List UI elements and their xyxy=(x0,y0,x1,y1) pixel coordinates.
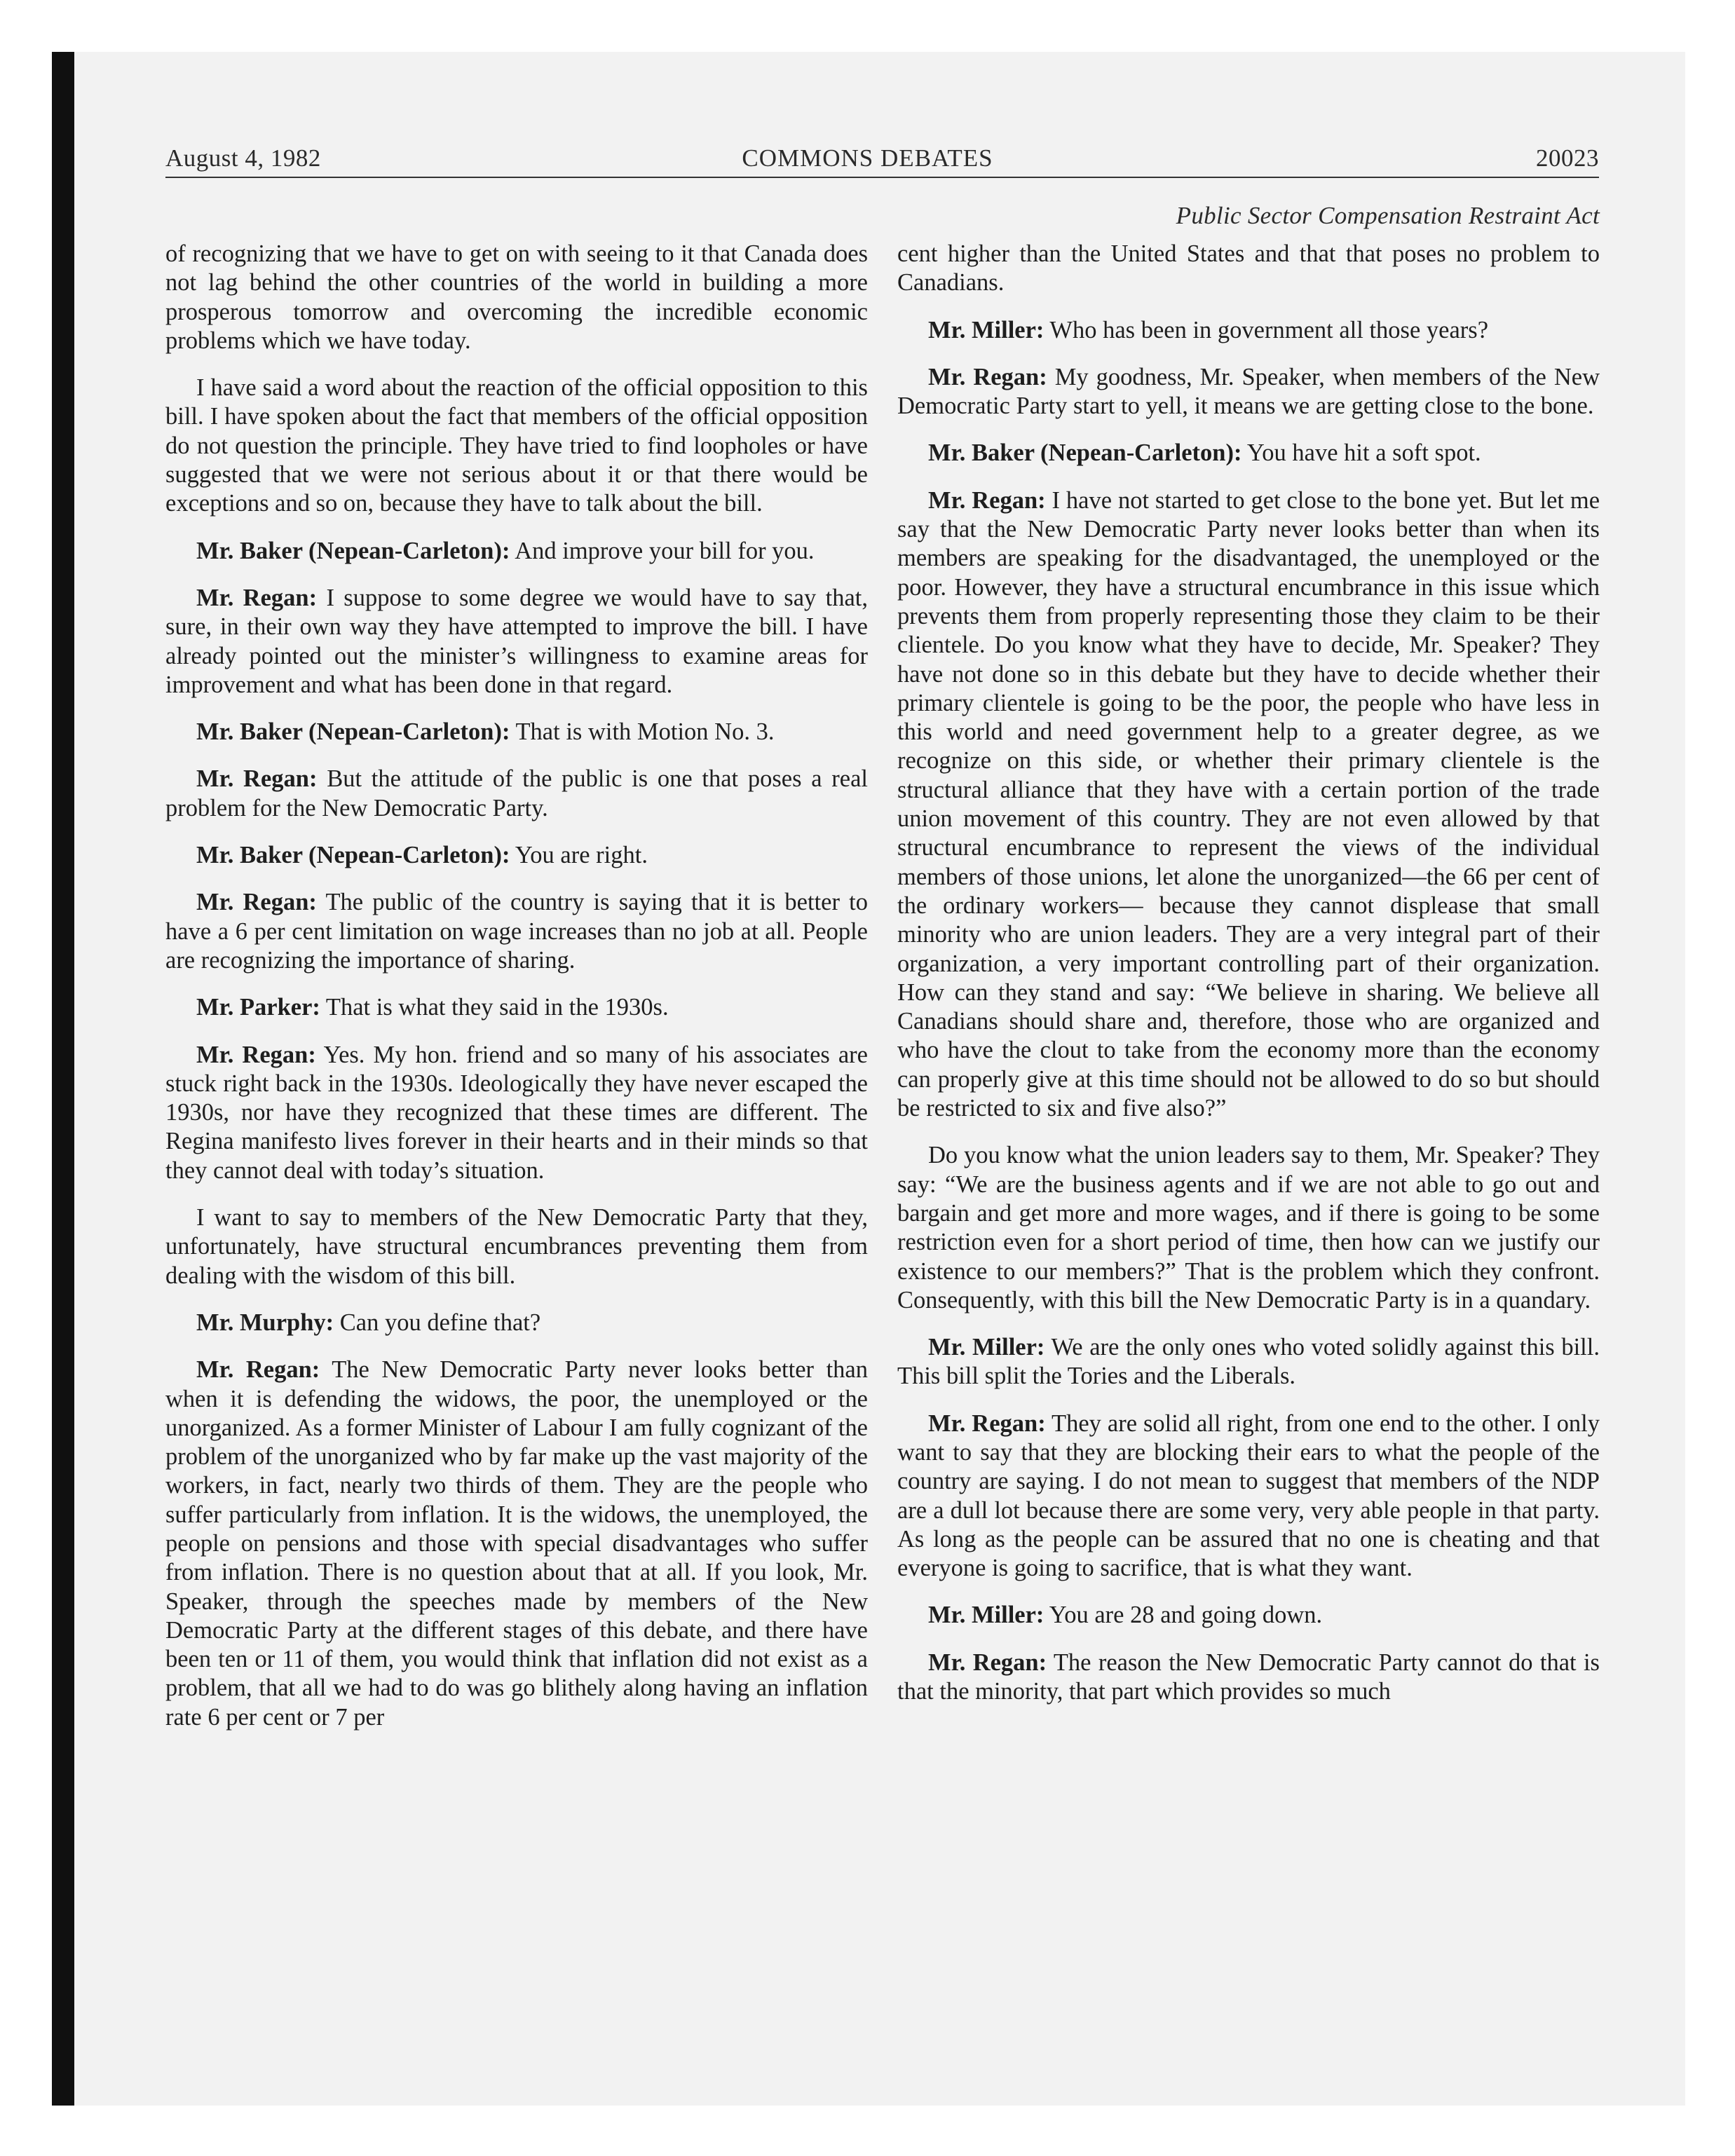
speech-paragraph xyxy=(165,1356,868,1732)
speech-paragraph xyxy=(897,363,1600,421)
speaker-name: Mr. Parker: xyxy=(196,994,320,1021)
speaker-name: Mr. Regan: xyxy=(928,363,1047,390)
speaker-name: Mr. Regan: xyxy=(928,486,1046,514)
speaker-name: Mr. Baker (Nepean-Carleton): xyxy=(196,718,510,746)
speech-paragraph xyxy=(897,1333,1600,1391)
speaker-name: Mr. Regan: xyxy=(196,1356,320,1384)
paragraph-text: Yes. My hon. friend and so many of his associates are stuck right back in the 1930s. Ideologically they have never escaped the 1930s, nor have they recognized that these times are different. The Regina manifesto lives forever in their hearts and in their minds so that they cannot deal with today’s situation. xyxy=(165,1041,868,1184)
paragraph-text: My goodness, Mr. Speaker, when members of the New Democratic Party start to yell, it means we are getting close to the bone. xyxy=(897,363,1600,420)
speaker-name: Mr. Regan: xyxy=(196,889,317,916)
paragraph-text: I want to say to members of the New Democratic Party that they, unfortunately, have structural encumbrances preventing them from dealing with the wisdom of this bill. xyxy=(165,1204,868,1289)
speaker-name: Mr. Baker (Nepean-Carleton): xyxy=(196,842,510,869)
paragraph-text: I suppose to some degree we would have to say that, sure, in their own way they have attempted to improve the bill. I have already pointed out the minister’s willingness to examine areas for improvement and what has been done in that regard. xyxy=(165,584,868,698)
paragraph-text: That is what they said in the 1930s. xyxy=(325,994,669,1021)
paragraph-text: And improve your bill for you. xyxy=(515,537,815,564)
paragraph-text: I have said a word about the reaction of the official opposition to this bill. I have spoken about the fact that members of the official opposition do not question the principle. They have tried to find loopholes or have suggested that we were not serious about it or that there would be exceptions and so on, because they have to talk about the bill. xyxy=(165,374,868,517)
body-paragraph xyxy=(897,240,1600,298)
paragraph-text: Who has been in government all those years? xyxy=(1049,316,1489,343)
speaker-name: Mr. Miller: xyxy=(928,316,1045,343)
speech-paragraph xyxy=(165,765,868,823)
speech-paragraph xyxy=(897,316,1600,345)
body-paragraph xyxy=(165,374,868,518)
body-paragraph xyxy=(165,1203,868,1290)
speech-paragraph xyxy=(165,841,868,870)
paragraph-text: They are solid all right, from one end to the other. I only want to say that they are blocking their ears to what the people of the country are saying. I do not mean to suggest that members of the NDP are a dull lot because there are some very, very able people in that party. As long as the people can be assured that no one is cheating and that everyone is going to sacrifice, that is what they want. xyxy=(897,1410,1600,1582)
header-title: COMMONS DEBATES xyxy=(742,144,993,172)
paragraph-text: You are right. xyxy=(515,842,648,869)
speech-paragraph xyxy=(165,718,868,746)
speaker-name: Mr. Miller: xyxy=(928,1334,1045,1361)
speech-paragraph xyxy=(897,1649,1600,1707)
speaker-name: Mr. Regan: xyxy=(196,765,318,793)
speaker-name: Mr. Baker (Nepean-Carleton): xyxy=(928,439,1242,467)
speech-paragraph xyxy=(897,1601,1600,1630)
speech-paragraph xyxy=(165,1309,868,1337)
header-date: August 4, 1982 xyxy=(165,144,321,172)
speaker-name: Mr. Regan: xyxy=(928,1649,1047,1676)
paragraph-text: I have not started to get close to the bone yet. But let me say that the New Democratic Party never looks better than when its members are speaking for the disadvantaged, the unemployed or the poor. However, they have a structural encumbrance in this issue which prevents them from properly representing those they claim to be their clientele. Do you know what they have to decide, Mr. Speaker? They have not done so in this debate but they have to decide whether their primary clientele is going to be the poor, the people who have less in this world and need government help to a greater degree, as we recognize on this side, or whether their primary clientele is the structural alliance that they have with a certain portion of the trade union movement of this country. They are not even allowed by that structural encumbrance to represent the views of the individual members of those unions, let alone the unorganized—the 66 per cent of the ordinary workers— because they cannot displease that small minority who are union leaders. They are a very integral part of their organization, a very important controlling part of their organization. How can they stand and say: “We believe in sharing. We believe all Canadians should share and, therefore, those who are organized and who have the clout to take from the economy more than the economy can properly give at this time should not be allowed to do so but should be restricted to six and five also?” xyxy=(897,486,1600,1122)
left-column xyxy=(165,240,868,1750)
paragraph-text: of recognizing that we have to get on with seeing to it that Canada does not lag behind the other countries of the world in building a more prosperous tomorrow and overcoming the incredible economic problems which we have today. xyxy=(165,240,868,354)
speech-paragraph xyxy=(165,888,868,975)
page-number: 20023 xyxy=(1536,144,1599,172)
speech-paragraph xyxy=(897,486,1600,1124)
speaker-name: Mr. Baker (Nepean-Carleton): xyxy=(196,537,510,564)
paragraph-text: cent higher than the United States and that that poses no problem to Canadians. xyxy=(897,240,1600,296)
paragraph-text: You have hit a soft spot. xyxy=(1246,439,1481,467)
paragraph-text: The New Democratic Party never looks better than when it is defending the widows, the poor, the unemployed or the unorganized. As a former Minister of Labour I am fully cognizant of the problem of the unorganized who by far make up the vast majority of the workers, in fact, nearly two thirds of them. They are the people who suffer particularly from inflation. It is the widows, the unemployed, the people on pensions and those with special disadvantages who suffer from inflation. There is no question about that at all. If you look, Mr. Speaker, through the speeches made by members of the New Democratic Party at the different stages of this debate, and there have been ten or 11 of them, you would think that inflation did not exist as a problem, that all we had to do was go blithely along having an inflation rate 6 per cent or 7 per xyxy=(165,1356,868,1731)
right-column xyxy=(897,240,1600,1724)
speaker-name: Mr. Regan: xyxy=(196,1041,316,1068)
paragraph-text: We are the only ones who voted solidly against this bill. This bill split the Tories and the Liberals. xyxy=(897,1334,1600,1390)
paragraph-text: But the attitude of the public is one that poses a real problem for the New Democratic Party. xyxy=(165,765,868,821)
running-head: Public Sector Compensation Restraint Act xyxy=(1176,202,1600,229)
speech-paragraph xyxy=(165,584,868,700)
paragraph-text: Do you know what the union leaders say to them, Mr. Speaker? They say: “We are the business agents and if we are not able to go out and bargain and get more and more wages, and if there is going to be some restriction even for a short period of time, then how can we justify our existence to our members?” That is the problem which they confront. Consequently, with this bill the New Democratic Party is in a quandary. xyxy=(897,1142,1600,1314)
paragraph-text: The public of the country is saying that it is better to have a 6 per cent limitation on wage increases than no job at all. People are recognizing the importance of sharing. xyxy=(165,889,868,974)
speech-paragraph xyxy=(165,537,868,566)
paragraph-text: The reason the New Democratic Party cannot do that is that the minority, that part which provides so much xyxy=(897,1649,1600,1705)
speaker-name: Mr. Murphy: xyxy=(196,1309,334,1336)
binding-edge xyxy=(52,52,74,2106)
header-rule xyxy=(165,177,1599,178)
speech-paragraph xyxy=(897,439,1600,468)
paragraph-text: That is with Motion No. 3. xyxy=(515,718,775,746)
speech-paragraph xyxy=(897,1410,1600,1583)
speaker-name: Mr. Miller: xyxy=(928,1602,1045,1629)
paragraph-text: You are 28 and going down. xyxy=(1049,1602,1323,1629)
paragraph-text: Can you define that? xyxy=(339,1309,541,1336)
body-paragraph xyxy=(897,1141,1600,1315)
body-paragraph xyxy=(165,240,868,355)
speaker-name: Mr. Regan: xyxy=(928,1410,1046,1437)
speech-paragraph xyxy=(165,993,868,1022)
speaker-name: Mr. Regan: xyxy=(196,584,318,611)
speech-paragraph xyxy=(165,1041,868,1185)
